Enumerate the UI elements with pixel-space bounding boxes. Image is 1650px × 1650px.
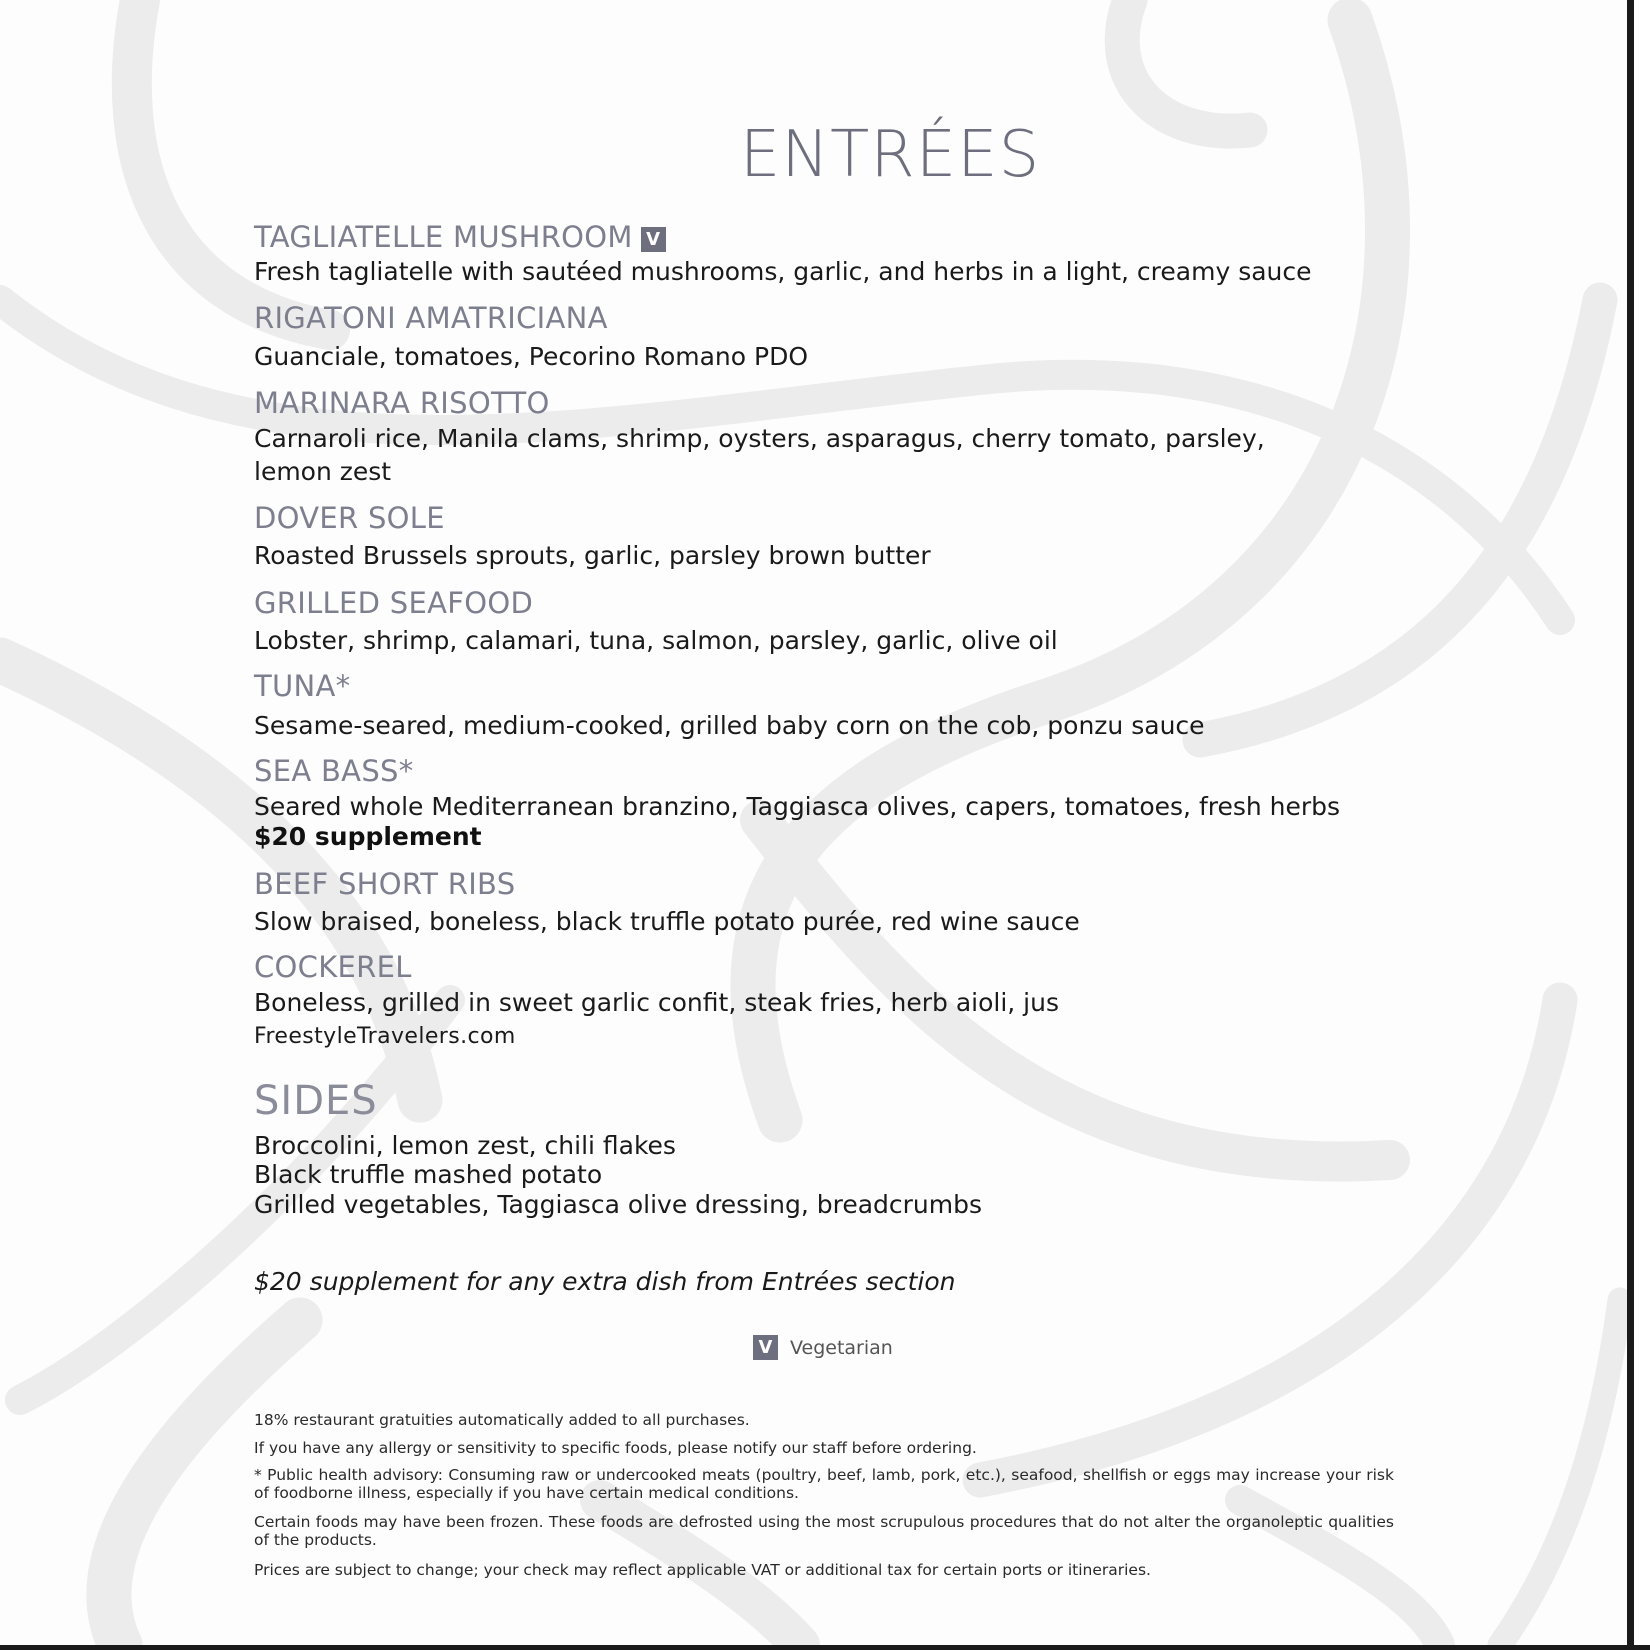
- page-bottom-border: [0, 1645, 1650, 1650]
- fine-print-frozen-foods: Certain foods may have been frozen. These foods are defrosted using the most scrupulous procedures that do not alter the organoleptic qualities of the products.: [254, 1513, 1394, 1549]
- page-right-border: [1627, 0, 1634, 1650]
- fine-print-gratuity: 18% restaurant gratuities automatically added to all purchases.: [254, 1411, 750, 1429]
- dish-description: Lobster, shrimp, calamari, tuna, salmon, parsley, garlic, olive oil: [254, 626, 1058, 655]
- fine-print-prices: Prices are subject to change; your check may reflect applicable VAT or additional tax for certain ports or itineraries.: [254, 1561, 1151, 1579]
- dish-description: Fresh tagliatelle with sautéed mushrooms, garlic, and herbs in a light, creamy sauce: [254, 257, 1312, 286]
- dish-name: BEEF SHORT RIBS: [254, 867, 516, 901]
- dish-supplement-note: $20 supplement: [254, 822, 482, 851]
- dish-description: Slow braised, boneless, black truffle potato purée, red wine sauce: [254, 907, 1080, 936]
- side-item: Black truffle mashed potato: [254, 1160, 603, 1189]
- vegetarian-badge-icon: V: [753, 1335, 778, 1360]
- dish-description: Boneless, grilled in sweet garlic confit, steak fries, herb aioli, jus: [254, 988, 1059, 1017]
- sides-title: SIDES: [254, 1078, 378, 1124]
- dish-description: Guanciale, tomatoes, Pecorino Romano PDO: [254, 342, 809, 371]
- dish-description: Sesame-seared, medium-cooked, grilled baby corn on the cob, ponzu sauce: [254, 711, 1205, 740]
- side-item: Broccolini, lemon zest, chili flakes: [254, 1131, 676, 1160]
- page-margin: [1634, 0, 1650, 1650]
- dish-name: SEA BASS*: [254, 754, 414, 788]
- dish-name: MARINARA RISOTTO: [254, 386, 550, 420]
- website-watermark: FreestyleTravelers.com: [254, 1024, 516, 1049]
- fine-print-health-advisory: * Public health advisory: Consuming raw or undercooked meats (poultry, beef, lamb, pork, etc.), seafood, shellfish or eggs may increase your risk of foodborne illness, especially if you have certain medical conditions.: [254, 1466, 1394, 1502]
- legend-label: Vegetarian: [790, 1336, 893, 1359]
- dish-description: Carnaroli rice, Manila clams, shrimp, oysters, asparagus, cherry tomato, parsley,: [254, 424, 1265, 453]
- dish-name: GRILLED SEAFOOD: [254, 586, 534, 620]
- dish-name: TUNA*: [254, 669, 351, 703]
- dish-description: Roasted Brussels sprouts, garlic, parsley brown butter: [254, 541, 931, 570]
- dish-description: Seared whole Mediterranean branzino, Taggiasca olives, capers, tomatoes, fresh herbs: [254, 792, 1341, 821]
- dish-name: TAGLIATELLE MUSHROOM V: [254, 220, 666, 254]
- dish-name: RIGATONI AMATRICIANA: [254, 301, 608, 335]
- fine-print-allergy: If you have any allergy or sensitivity to specific foods, please notify our staff before ordering.: [254, 1439, 977, 1457]
- vegetarian-badge-icon: V: [641, 227, 666, 252]
- side-item: Grilled vegetables, Taggiasca olive dressing, breadcrumbs: [254, 1190, 983, 1219]
- page-title: ENTRÉES: [739, 118, 1041, 192]
- supplement-note: $20 supplement for any extra dish from Entrées section: [254, 1267, 956, 1296]
- dish-description: lemon zest: [254, 457, 392, 486]
- dish-name: DOVER SOLE: [254, 501, 445, 535]
- dish-name: COCKEREL: [254, 950, 412, 984]
- vegetarian-legend: [753, 1335, 893, 1360]
